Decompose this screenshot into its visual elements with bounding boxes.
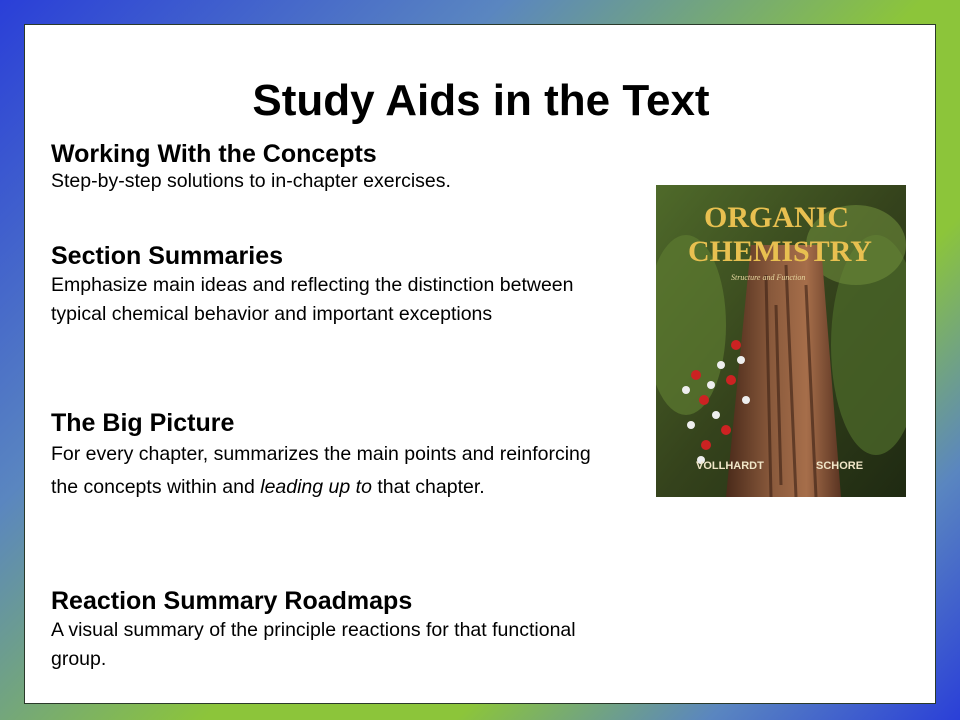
section-heading: Working With the Concepts — [51, 140, 377, 168]
book-cover-image — [656, 185, 906, 497]
slide-title: Study Aids in the Text — [252, 76, 710, 125]
section-description: Emphasize main ideas and reflecting the distinction between typical chemical behavior and important exceptions — [51, 274, 574, 325]
section-description: For every chapter, summarizes the main points and reinforcing the concepts within and leading up to that chapter. — [51, 443, 591, 498]
section-section-summaries — [51, 241, 611, 329]
section-description: A visual summary of the principle reactions for that functional group. — [51, 619, 576, 670]
italic-phrase: leading up to — [260, 476, 372, 498]
section-heading: The Big Picture — [51, 409, 235, 437]
cover-title-line2: CHEMISTRY — [688, 235, 872, 268]
section-working-with-concepts — [51, 139, 611, 194]
cover-subtitle: Structure and Function — [731, 273, 806, 282]
cover-author-1: VOLLHARDT — [696, 460, 764, 472]
section-description: Step-by-step solutions to in-chapter exercises. — [51, 170, 451, 192]
section-big-picture — [51, 408, 611, 504]
section-heading: Reaction Summary Roadmaps — [51, 587, 413, 615]
cover-author-2: SCHORE — [816, 460, 864, 472]
slide — [24, 24, 936, 704]
section-reaction-roadmaps — [51, 586, 611, 674]
cover-title-line1: ORGANIC — [704, 201, 850, 234]
section-heading: Section Summaries — [51, 242, 284, 270]
